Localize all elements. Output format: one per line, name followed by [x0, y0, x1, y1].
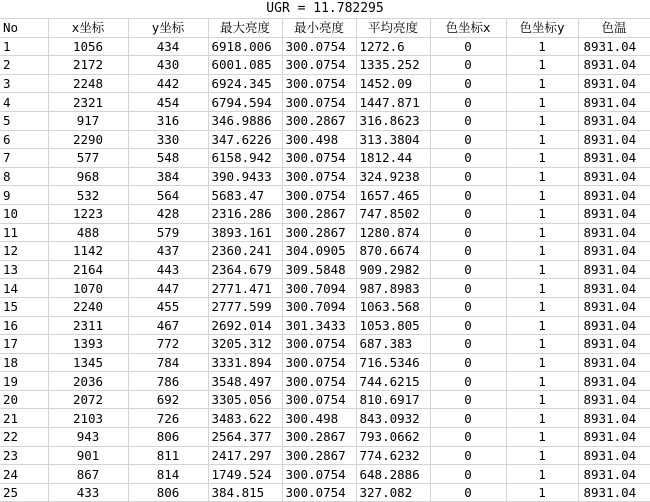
- cell-color-temp[interactable]: 8931.04: [578, 409, 650, 428]
- cell-chroma-x[interactable]: 0: [430, 260, 506, 279]
- cell-chroma-y[interactable]: 1: [506, 428, 578, 447]
- cell-no[interactable]: 13: [0, 260, 48, 279]
- cell-min-luminance[interactable]: 300.0754: [282, 56, 356, 75]
- table-row: [0, 446, 650, 465]
- cell-avg-luminance[interactable]: 648.2886: [356, 465, 430, 484]
- header-chroma-x[interactable]: 色坐标x: [430, 19, 506, 37]
- table-row: [0, 483, 650, 502]
- cell-no[interactable]: 17: [0, 335, 48, 354]
- cell-x-coord[interactable]: 1142: [48, 242, 128, 261]
- table-row: [0, 409, 650, 428]
- header-y-coord[interactable]: y坐标: [128, 19, 208, 37]
- cell-avg-luminance[interactable]: 810.6917: [356, 390, 430, 409]
- cell-no[interactable]: 11: [0, 223, 48, 242]
- cell-min-luminance[interactable]: 300.2867: [282, 111, 356, 130]
- cell-color-temp[interactable]: 8931.04: [578, 167, 650, 186]
- cell-chroma-x[interactable]: 0: [430, 56, 506, 75]
- cell-y-coord[interactable]: 443: [128, 260, 208, 279]
- cell-color-temp[interactable]: 8931.04: [578, 223, 650, 242]
- cell-chroma-x[interactable]: 0: [430, 483, 506, 502]
- cell-avg-luminance[interactable]: 313.3804: [356, 130, 430, 149]
- cell-no[interactable]: 3: [0, 74, 48, 93]
- cell-max-luminance[interactable]: 347.6226: [208, 130, 282, 149]
- data-table: [0, 19, 650, 502]
- cell-avg-luminance[interactable]: 327.082: [356, 483, 430, 502]
- cell-avg-luminance[interactable]: 687.383: [356, 335, 430, 354]
- cell-min-luminance[interactable]: 300.0754: [282, 465, 356, 484]
- cell-min-luminance[interactable]: 300.7094: [282, 297, 356, 316]
- cell-y-coord[interactable]: 806: [128, 428, 208, 447]
- cell-x-coord[interactable]: 2321: [48, 93, 128, 112]
- cell-color-temp[interactable]: 8931.04: [578, 372, 650, 391]
- cell-no[interactable]: 8: [0, 167, 48, 186]
- cell-max-luminance[interactable]: 1749.524: [208, 465, 282, 484]
- cell-min-luminance[interactable]: 300.7094: [282, 279, 356, 298]
- cell-chroma-y[interactable]: 1: [506, 37, 578, 56]
- table-row: [0, 260, 650, 279]
- cell-no[interactable]: 18: [0, 353, 48, 372]
- cell-min-luminance[interactable]: 300.0754: [282, 335, 356, 354]
- cell-y-coord[interactable]: 784: [128, 353, 208, 372]
- cell-x-coord[interactable]: 1393: [48, 335, 128, 354]
- cell-no[interactable]: 4: [0, 93, 48, 112]
- cell-no[interactable]: 22: [0, 428, 48, 447]
- cell-no[interactable]: 1: [0, 37, 48, 56]
- cell-y-coord[interactable]: 467: [128, 316, 208, 335]
- cell-chroma-x[interactable]: 0: [430, 167, 506, 186]
- cell-min-luminance[interactable]: 300.498: [282, 130, 356, 149]
- cell-chroma-x[interactable]: 0: [430, 390, 506, 409]
- cell-avg-luminance[interactable]: 1280.874: [356, 223, 430, 242]
- header-x-coord[interactable]: x坐标: [48, 19, 128, 37]
- cell-chroma-x[interactable]: 0: [430, 111, 506, 130]
- cell-chroma-y[interactable]: 1: [506, 242, 578, 261]
- cell-no[interactable]: 23: [0, 446, 48, 465]
- cell-max-luminance[interactable]: 390.9433: [208, 167, 282, 186]
- cell-x-coord[interactable]: 488: [48, 223, 128, 242]
- cell-chroma-y[interactable]: 1: [506, 186, 578, 205]
- cell-chroma-y[interactable]: 1: [506, 483, 578, 502]
- cell-max-luminance[interactable]: 5683.47: [208, 186, 282, 205]
- cell-color-temp[interactable]: 8931.04: [578, 56, 650, 75]
- cell-chroma-y[interactable]: 1: [506, 130, 578, 149]
- cell-chroma-x[interactable]: 0: [430, 316, 506, 335]
- cell-chroma-y[interactable]: 1: [506, 446, 578, 465]
- cell-color-temp[interactable]: 8931.04: [578, 242, 650, 261]
- cell-y-coord[interactable]: 430: [128, 56, 208, 75]
- cell-chroma-y[interactable]: 1: [506, 111, 578, 130]
- table-row: [0, 93, 650, 112]
- table-row: [0, 353, 650, 372]
- cell-color-temp[interactable]: 8931.04: [578, 74, 650, 93]
- cell-chroma-y[interactable]: 1: [506, 204, 578, 223]
- cell-chroma-x[interactable]: 0: [430, 242, 506, 261]
- cell-chroma-x[interactable]: 0: [430, 446, 506, 465]
- cell-chroma-x[interactable]: 0: [430, 130, 506, 149]
- cell-x-coord[interactable]: 2164: [48, 260, 128, 279]
- cell-no[interactable]: 9: [0, 186, 48, 205]
- cell-y-coord[interactable]: 692: [128, 390, 208, 409]
- cell-chroma-y[interactable]: 1: [506, 335, 578, 354]
- table-row: [0, 167, 650, 186]
- cell-avg-luminance[interactable]: 744.6215: [356, 372, 430, 391]
- cell-color-temp[interactable]: 8931.04: [578, 37, 650, 56]
- cell-y-coord[interactable]: 454: [128, 93, 208, 112]
- cell-max-luminance[interactable]: 2777.599: [208, 297, 282, 316]
- cell-no[interactable]: 12: [0, 242, 48, 261]
- table-row: [0, 390, 650, 409]
- cell-color-temp[interactable]: 8931.04: [578, 335, 650, 354]
- cell-avg-luminance[interactable]: 1335.252: [356, 56, 430, 75]
- cell-avg-luminance[interactable]: 324.9238: [356, 167, 430, 186]
- cell-x-coord[interactable]: 2240: [48, 297, 128, 316]
- cell-chroma-y[interactable]: 1: [506, 260, 578, 279]
- cell-max-luminance[interactable]: 6158.942: [208, 149, 282, 168]
- cell-color-temp[interactable]: 8931.04: [578, 149, 650, 168]
- cell-y-coord[interactable]: 428: [128, 204, 208, 223]
- cell-min-luminance[interactable]: 300.0754: [282, 353, 356, 372]
- cell-y-coord[interactable]: 548: [128, 149, 208, 168]
- cell-color-temp[interactable]: 8931.04: [578, 279, 650, 298]
- cell-chroma-x[interactable]: 0: [430, 74, 506, 93]
- header-min-luminance[interactable]: 最小亮度: [282, 19, 356, 37]
- cell-x-coord[interactable]: 532: [48, 186, 128, 205]
- cell-chroma-y[interactable]: 1: [506, 279, 578, 298]
- cell-y-coord[interactable]: 772: [128, 335, 208, 354]
- cell-min-luminance[interactable]: 300.498: [282, 409, 356, 428]
- cell-chroma-y[interactable]: 1: [506, 93, 578, 112]
- cell-max-luminance[interactable]: 2417.297: [208, 446, 282, 465]
- cell-chroma-x[interactable]: 0: [430, 37, 506, 56]
- cell-x-coord[interactable]: 577: [48, 149, 128, 168]
- cell-min-luminance[interactable]: 300.0754: [282, 390, 356, 409]
- cell-avg-luminance[interactable]: 1452.09: [356, 74, 430, 93]
- cell-chroma-y[interactable]: 1: [506, 149, 578, 168]
- cell-avg-luminance[interactable]: 774.6232: [356, 446, 430, 465]
- cell-x-coord[interactable]: 2172: [48, 56, 128, 75]
- cell-avg-luminance[interactable]: 1272.6: [356, 37, 430, 56]
- cell-x-coord[interactable]: 2072: [48, 390, 128, 409]
- cell-color-temp[interactable]: 8931.04: [578, 446, 650, 465]
- cell-color-temp[interactable]: 8931.04: [578, 483, 650, 502]
- cell-avg-luminance[interactable]: 716.5346: [356, 353, 430, 372]
- table-row: [0, 428, 650, 447]
- cell-avg-luminance[interactable]: 987.8983: [356, 279, 430, 298]
- cell-color-temp[interactable]: 8931.04: [578, 130, 650, 149]
- cell-max-luminance[interactable]: 6924.345: [208, 74, 282, 93]
- table-row: [0, 204, 650, 223]
- cell-min-luminance[interactable]: 300.0754: [282, 149, 356, 168]
- cell-chroma-y[interactable]: 1: [506, 372, 578, 391]
- cell-max-luminance[interactable]: 2692.014: [208, 316, 282, 335]
- cell-no[interactable]: 20: [0, 390, 48, 409]
- cell-no[interactable]: 16: [0, 316, 48, 335]
- cell-x-coord[interactable]: 2311: [48, 316, 128, 335]
- cell-avg-luminance[interactable]: 843.0932: [356, 409, 430, 428]
- cell-max-luminance[interactable]: 2771.471: [208, 279, 282, 298]
- cell-chroma-x[interactable]: 0: [430, 93, 506, 112]
- table-row: [0, 223, 650, 242]
- cell-max-luminance[interactable]: 3483.622: [208, 409, 282, 428]
- cell-avg-luminance[interactable]: 1657.465: [356, 186, 430, 205]
- cell-max-luminance[interactable]: 3548.497: [208, 372, 282, 391]
- cell-max-luminance[interactable]: 2316.286: [208, 204, 282, 223]
- cell-chroma-y[interactable]: 1: [506, 167, 578, 186]
- table-row: [0, 242, 650, 261]
- cell-no[interactable]: 7: [0, 149, 48, 168]
- cell-min-luminance[interactable]: 300.0754: [282, 74, 356, 93]
- header-avg-luminance[interactable]: 平均亮度: [356, 19, 430, 37]
- cell-avg-luminance[interactable]: 870.6674: [356, 242, 430, 261]
- cell-chroma-x[interactable]: 0: [430, 372, 506, 391]
- table-row: [0, 297, 650, 316]
- cell-y-coord[interactable]: 384: [128, 167, 208, 186]
- cell-color-temp[interactable]: 8931.04: [578, 316, 650, 335]
- cell-min-luminance[interactable]: 309.5848: [282, 260, 356, 279]
- table-row: [0, 130, 650, 149]
- cell-max-luminance[interactable]: 6001.085: [208, 56, 282, 75]
- header-color-temp[interactable]: 色温: [578, 19, 650, 37]
- cell-chroma-y[interactable]: 1: [506, 465, 578, 484]
- cell-no[interactable]: 21: [0, 409, 48, 428]
- cell-x-coord[interactable]: 433: [48, 483, 128, 502]
- cell-max-luminance[interactable]: 346.9886: [208, 111, 282, 130]
- cell-x-coord[interactable]: 1070: [48, 279, 128, 298]
- cell-min-luminance[interactable]: 300.0754: [282, 483, 356, 502]
- cell-no[interactable]: 14: [0, 279, 48, 298]
- cell-chroma-x[interactable]: 0: [430, 297, 506, 316]
- cell-x-coord[interactable]: 1056: [48, 37, 128, 56]
- cell-chroma-y[interactable]: 1: [506, 297, 578, 316]
- cell-x-coord[interactable]: 2248: [48, 74, 128, 93]
- cell-y-coord[interactable]: 434: [128, 37, 208, 56]
- table-row: [0, 279, 650, 298]
- cell-chroma-x[interactable]: 0: [430, 465, 506, 484]
- cell-chroma-y[interactable]: 1: [506, 353, 578, 372]
- table-row: [0, 372, 650, 391]
- cell-max-luminance[interactable]: 2564.377: [208, 428, 282, 447]
- cell-x-coord[interactable]: 968: [48, 167, 128, 186]
- cell-no[interactable]: 6: [0, 130, 48, 149]
- cell-avg-luminance[interactable]: 1063.568: [356, 297, 430, 316]
- cell-min-luminance[interactable]: 300.0754: [282, 167, 356, 186]
- cell-min-luminance[interactable]: 300.0754: [282, 37, 356, 56]
- cell-chroma-y[interactable]: 1: [506, 390, 578, 409]
- cell-chroma-x[interactable]: 0: [430, 279, 506, 298]
- cell-min-luminance[interactable]: 300.2867: [282, 223, 356, 242]
- cell-y-coord[interactable]: 726: [128, 409, 208, 428]
- cell-no[interactable]: 24: [0, 465, 48, 484]
- cell-chroma-x[interactable]: 0: [430, 335, 506, 354]
- table-row: [0, 465, 650, 484]
- cell-y-coord[interactable]: 786: [128, 372, 208, 391]
- cell-y-coord[interactable]: 806: [128, 483, 208, 502]
- header-no[interactable]: No: [0, 19, 48, 37]
- cell-max-luminance[interactable]: 6794.594: [208, 93, 282, 112]
- cell-x-coord[interactable]: 917: [48, 111, 128, 130]
- cell-min-luminance[interactable]: 300.2867: [282, 428, 356, 447]
- cell-y-coord[interactable]: 437: [128, 242, 208, 261]
- cell-min-luminance[interactable]: 304.0905: [282, 242, 356, 261]
- cell-chroma-x[interactable]: 0: [430, 428, 506, 447]
- cell-x-coord[interactable]: 943: [48, 428, 128, 447]
- cell-chroma-x[interactable]: 0: [430, 149, 506, 168]
- cell-chroma-x[interactable]: 0: [430, 409, 506, 428]
- cell-max-luminance[interactable]: 3331.894: [208, 353, 282, 372]
- cell-y-coord[interactable]: 811: [128, 446, 208, 465]
- table-body: [0, 37, 650, 502]
- cell-y-coord[interactable]: 455: [128, 297, 208, 316]
- cell-no[interactable]: 2: [0, 56, 48, 75]
- table-row: [0, 316, 650, 335]
- cell-min-luminance[interactable]: 300.0754: [282, 186, 356, 205]
- cell-color-temp[interactable]: 8931.04: [578, 353, 650, 372]
- cell-y-coord[interactable]: 316: [128, 111, 208, 130]
- cell-color-temp[interactable]: 8931.04: [578, 260, 650, 279]
- table-row: [0, 37, 650, 56]
- cell-color-temp[interactable]: 8931.04: [578, 428, 650, 447]
- cell-x-coord[interactable]: 1345: [48, 353, 128, 372]
- cell-max-luminance[interactable]: 3893.161: [208, 223, 282, 242]
- header-chroma-y[interactable]: 色坐标y: [506, 19, 578, 37]
- cell-max-luminance[interactable]: 2364.679: [208, 260, 282, 279]
- cell-no[interactable]: 10: [0, 204, 48, 223]
- cell-max-luminance[interactable]: 3305.056: [208, 390, 282, 409]
- cell-color-temp[interactable]: 8931.04: [578, 93, 650, 112]
- cell-y-coord[interactable]: 579: [128, 223, 208, 242]
- cell-color-temp[interactable]: 8931.04: [578, 390, 650, 409]
- table-row: [0, 56, 650, 75]
- cell-color-temp[interactable]: 8931.04: [578, 204, 650, 223]
- cell-avg-luminance[interactable]: 793.0662: [356, 428, 430, 447]
- cell-chroma-y[interactable]: 1: [506, 74, 578, 93]
- cell-min-luminance[interactable]: 301.3433: [282, 316, 356, 335]
- header-max-luminance[interactable]: 最大亮度: [208, 19, 282, 37]
- cell-color-temp[interactable]: 8931.04: [578, 111, 650, 130]
- cell-x-coord[interactable]: 1223: [48, 204, 128, 223]
- cell-chroma-y[interactable]: 1: [506, 223, 578, 242]
- cell-chroma-y[interactable]: 1: [506, 409, 578, 428]
- cell-avg-luminance[interactable]: 316.8623: [356, 111, 430, 130]
- table-row: [0, 149, 650, 168]
- cell-x-coord[interactable]: 2036: [48, 372, 128, 391]
- cell-avg-luminance[interactable]: 1053.805: [356, 316, 430, 335]
- table-row: [0, 186, 650, 205]
- cell-y-coord[interactable]: 564: [128, 186, 208, 205]
- cell-min-luminance[interactable]: 300.0754: [282, 93, 356, 112]
- cell-chroma-x[interactable]: 0: [430, 353, 506, 372]
- cell-max-luminance[interactable]: 2360.241: [208, 242, 282, 261]
- cell-no[interactable]: 5: [0, 111, 48, 130]
- cell-no[interactable]: 25: [0, 483, 48, 502]
- cell-y-coord[interactable]: 447: [128, 279, 208, 298]
- cell-no[interactable]: 15: [0, 297, 48, 316]
- cell-avg-luminance[interactable]: 909.2982: [356, 260, 430, 279]
- cell-chroma-y[interactable]: 1: [506, 316, 578, 335]
- cell-min-luminance[interactable]: 300.2867: [282, 204, 356, 223]
- cell-avg-luminance[interactable]: 1447.871: [356, 93, 430, 112]
- cell-no[interactable]: 19: [0, 372, 48, 391]
- table-row: [0, 335, 650, 354]
- table-row: [0, 74, 650, 93]
- cell-chroma-x[interactable]: 0: [430, 204, 506, 223]
- table-row: [0, 111, 650, 130]
- ugr-title[interactable]: UGR = 11.782295: [0, 0, 650, 19]
- cell-y-coord[interactable]: 814: [128, 465, 208, 484]
- cell-x-coord[interactable]: 867: [48, 465, 128, 484]
- cell-chroma-y[interactable]: 1: [506, 56, 578, 75]
- cell-color-temp[interactable]: 8931.04: [578, 186, 650, 205]
- cell-x-coord[interactable]: 901: [48, 446, 128, 465]
- cell-color-temp[interactable]: 8931.04: [578, 465, 650, 484]
- cell-x-coord[interactable]: 2290: [48, 130, 128, 149]
- cell-avg-luminance[interactable]: 747.8502: [356, 204, 430, 223]
- cell-chroma-x[interactable]: 0: [430, 223, 506, 242]
- cell-y-coord[interactable]: 442: [128, 74, 208, 93]
- cell-avg-luminance[interactable]: 1812.44: [356, 149, 430, 168]
- cell-max-luminance[interactable]: 6918.006: [208, 37, 282, 56]
- cell-y-coord[interactable]: 330: [128, 130, 208, 149]
- cell-max-luminance[interactable]: 3205.312: [208, 335, 282, 354]
- cell-color-temp[interactable]: 8931.04: [578, 297, 650, 316]
- cell-x-coord[interactable]: 2103: [48, 409, 128, 428]
- cell-min-luminance[interactable]: 300.0754: [282, 372, 356, 391]
- cell-max-luminance[interactable]: 384.815: [208, 483, 282, 502]
- cell-min-luminance[interactable]: 300.2867: [282, 446, 356, 465]
- header-row: [0, 19, 650, 37]
- cell-chroma-x[interactable]: 0: [430, 186, 506, 205]
